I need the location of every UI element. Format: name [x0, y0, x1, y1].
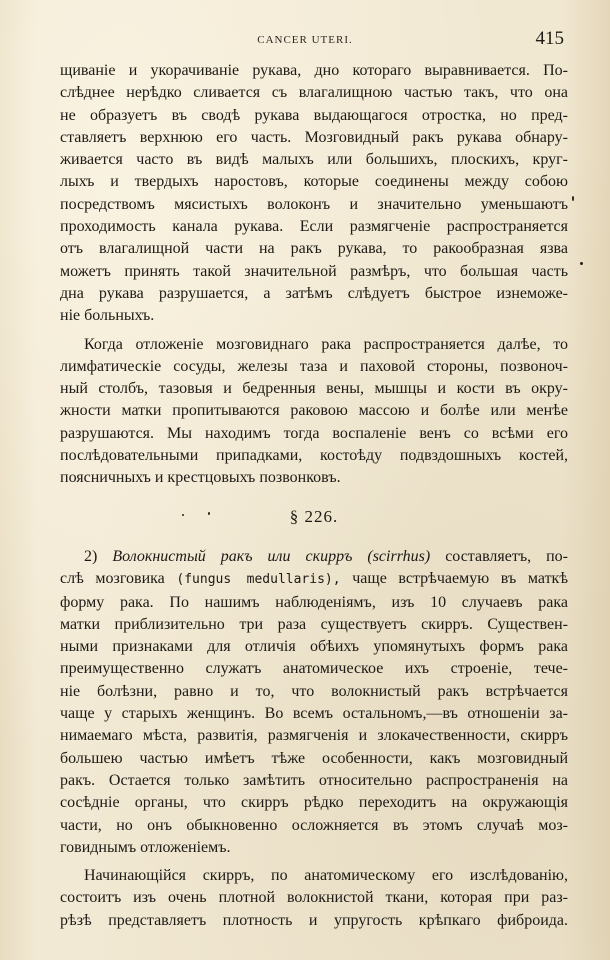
- paragraph-3: [60, 546, 568, 859]
- text-line: поясничныхъ и крестцовыхъ позвонковъ.: [60, 469, 341, 487]
- text-line: [60, 546, 568, 568]
- section-heading: § 226.: [289, 506, 339, 526]
- item-number: 2): [84, 547, 98, 565]
- text-line: говиднымъ отложенiемъ.: [60, 838, 231, 856]
- text-line: матки приблизительно три раза существуетъ скирръ. Существен-: [60, 615, 568, 633]
- text-line: [60, 568, 568, 591]
- text-line: живается часто въ видѣ малыхъ или большихъ, плоскихъ, круг-: [60, 151, 568, 169]
- text-line: проходимость канала рукава. Если размягченiе распространяется: [60, 218, 568, 236]
- line-start: слѣ мозговика: [60, 570, 165, 588]
- or-word: или: [267, 547, 291, 565]
- text-line: нiе болѣзни, равно и то, что волокнистый ракъ встрѣчается: [60, 682, 568, 700]
- latin-term: (scirrhus): [367, 547, 431, 565]
- text-line: можетъ принять такой значительной размѣръ, что большая часть: [60, 262, 568, 280]
- text-line: части, но онъ обыкновенно осложняется въ этомъ случаѣ моз-: [60, 816, 568, 834]
- page-body: [60, 60, 568, 932]
- text-line: состоитъ изъ очень плотной волокнистой ткани, которая при раз-: [60, 889, 568, 907]
- paragraph-4: [60, 865, 568, 932]
- latin-term-2: (fungus medullaris),: [176, 572, 341, 588]
- text-line: лимфатическiе сосуды, железы таза и паховой стороны, позвоноч-: [60, 357, 568, 375]
- text-line: нiе больныхъ.: [60, 307, 155, 325]
- text-line: посредствомъ мясистыхъ волоконъ и значительно уменьшаютъ: [60, 195, 568, 213]
- paragraph-2: [60, 334, 568, 490]
- text-line: ракъ. Остается только замѣтить относительно распространенiя на: [60, 771, 568, 789]
- text-line: лыхъ и твердыхъ наростовъ, которые соединены между собою: [60, 173, 568, 191]
- text-line: разрушаются. Мы находимъ тогда воспаленiе венъ со всѣми его: [60, 424, 568, 442]
- text-line: ный столбъ, тазовыя и бедренныя вены, мышцы и кости въ окру-: [60, 380, 568, 398]
- page-header: [0, 28, 610, 52]
- line-rest: чаще встрѣчаемую въ маткѣ: [352, 570, 568, 588]
- text-line: отъ влагалищной части на ракъ рукава, то ракообразная язва: [60, 240, 568, 258]
- print-speck: [580, 262, 583, 265]
- text-line: нимаемаго мѣста, развитiя, размягченiя и злокачественности, скирръ: [60, 727, 568, 745]
- print-speck: [182, 514, 184, 516]
- text-line: Начинающiйся скирръ, по анатомическому его изслѣдованiю,: [84, 867, 568, 885]
- text-line: чаще у старыхъ женщинъ. Во всемъ остальномъ,—въ отношенiи за-: [60, 705, 568, 723]
- text-line: послѣдовательными припадками, костоѣду подвздошныхъ костей,: [60, 447, 568, 465]
- text-line: Когда отложенiе мозговиднаго рака распространяется далѣе, то: [84, 335, 568, 353]
- text-line: щиванiе и укорачиванiе рукава, дно котораго выравнивается. По-: [60, 62, 568, 79]
- text-line: не образуетъ въ сводѣ рукава выдающагося отростка, но пред-: [60, 106, 568, 124]
- text-line: слѣднее нерѣдко сливается съ влагалищною частью такъ, что она: [60, 84, 568, 102]
- text-line: жности матки пропитываются раковою массою и болѣе или менѣе: [60, 402, 568, 420]
- paragraph-1: [60, 60, 568, 328]
- text-line: сосѣднiе органы, что скирръ рѣдко переходитъ на окружающiя: [60, 794, 568, 812]
- text-line: преимущественно служатъ анатомическое ихъ строенiе, тече-: [60, 660, 568, 678]
- term: Волокнистый ракъ: [112, 547, 253, 565]
- page-number: 415: [535, 28, 564, 49]
- text-line: форму рака. По нашимъ наблюденiямъ, изъ 10 случаевъ рака: [60, 593, 568, 611]
- print-speck: [208, 512, 210, 515]
- text-line: ными признаками для отличiя обѣихъ упомянутыхъ формъ рака: [60, 638, 568, 656]
- text-line: дна рукава разрушается, а затѣмъ слѣдуетъ быстрое изнеможе-: [60, 284, 568, 302]
- print-speck: [572, 196, 574, 201]
- term-alt: скирръ: [305, 547, 353, 565]
- running-head: CANCER UTERI.: [257, 34, 353, 46]
- text-line: ставляетъ верхнюю его часть. Мозговидный ракъ рукава обнару-: [60, 128, 568, 146]
- text-line: большею частью имѣетъ тѣже особенности, какъ мозговидный: [60, 749, 568, 767]
- line-rest: составляетъ, по-: [445, 547, 568, 565]
- text-line: рѣзѣ представляетъ плотность и упругость крѣпкаго фиброида.: [60, 911, 568, 929]
